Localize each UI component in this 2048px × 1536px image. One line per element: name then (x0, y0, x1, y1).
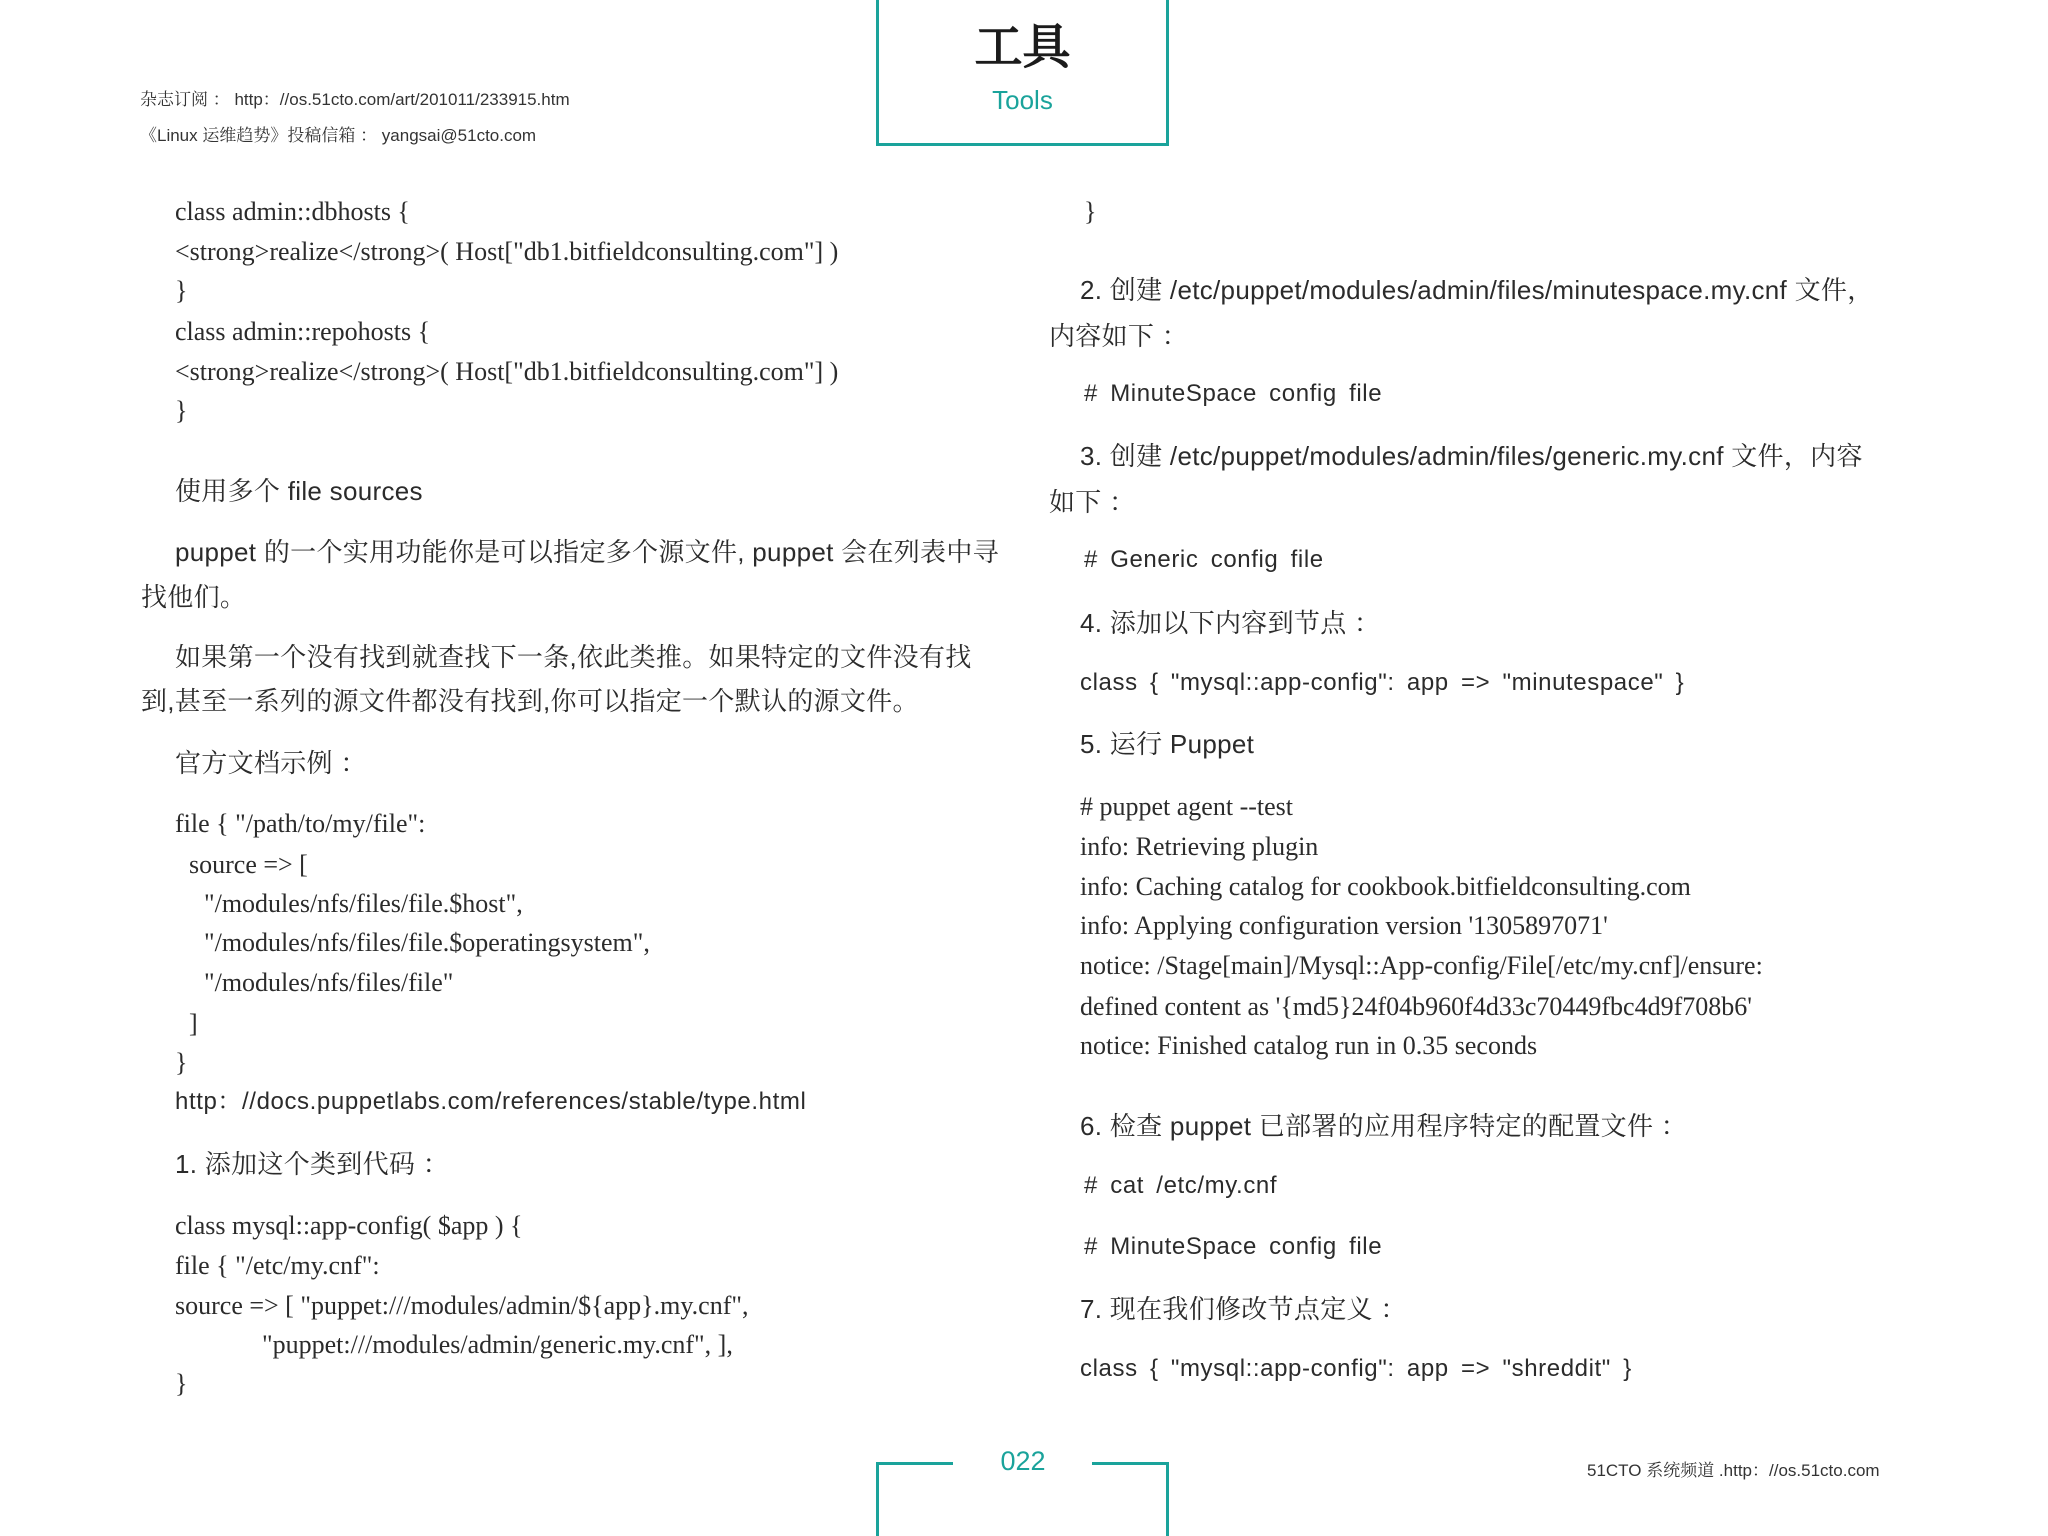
paragraph-line: 如果第一个没有找到就查找下一条,依此类推。如果特定的文件没有找 (175, 642, 972, 672)
code-line: <strong>realize</strong>( Host["db1.bitfieldconsulting.com"] ) (175, 237, 839, 266)
step-heading: 4. 添加以下内容到节点 ： (1080, 608, 1381, 638)
code-line: "/modules/nfs/files/file.$host", (204, 889, 523, 918)
code-line: <strong>realize</strong>( Host["db1.bitfieldconsulting.com"] ) (175, 357, 839, 386)
code-line: } (175, 276, 188, 305)
code-line: "/modules/nfs/files/file" (204, 968, 454, 997)
comment-line: # Generic config file (1084, 546, 1324, 573)
doc-url: http：//docs.puppetlabs.com/references/stable/type.html (175, 1088, 807, 1115)
paragraph-line: puppet 的一个实用功能你是可以指定多个源文件, puppet 会在列表中寻 (175, 537, 999, 567)
comment-line: # MinuteSpace config file (1084, 1233, 1383, 1260)
step-heading: 3. 创建 /etc/puppet/modules/admin/files/generic.my.cnf 文件，内容 (1080, 441, 1863, 471)
code-line: } (1084, 197, 1097, 226)
output-line: # puppet agent --test (1080, 792, 1293, 821)
page-frame-top-left (876, 1462, 953, 1465)
code-line: source => [ "puppet:///modules/admin/${app}.my.cnf", (175, 1291, 749, 1320)
code-line: ] (189, 1009, 198, 1038)
output-line: info: Caching catalog for cookbook.bitfieldconsulting.com (1080, 872, 1691, 901)
doc-example-label: 官方文档示例 ： (175, 748, 367, 778)
code-line: class admin::dbhosts { (175, 197, 410, 226)
code-line: file { "/path/to/my/file": (175, 809, 426, 838)
code-line: file { "/etc/my.cnf": (175, 1251, 380, 1280)
code-line: source => [ (189, 850, 308, 879)
page-frame-right (1166, 1462, 1169, 1536)
code-line: } (175, 396, 188, 425)
output-line: notice: /Stage[main]/Mysql::App-config/File[/etc/my.cnf]/ensure: (1080, 951, 1763, 980)
code-line: class admin::repohosts { (175, 317, 431, 346)
code-line: } (175, 1048, 188, 1077)
step-heading: 5. 运行 Puppet (1080, 729, 1255, 759)
code-line: class mysql::app-config( $app ) { (175, 1211, 523, 1240)
output-line: info: Applying configuration version '1305897071' (1080, 911, 1608, 940)
command-line: # cat /etc/my.cnf (1084, 1172, 1278, 1199)
step-heading: 7. 现在我们修改节点定义 ： (1080, 1294, 1407, 1324)
subscribe-line: 杂志订阅 ： http：//os.51cto.com/art/201011/233915.htm (140, 90, 570, 109)
step-heading: 1. 添加这个类到代码 ： (175, 1149, 450, 1179)
paragraph-line: 找他们。 (141, 582, 247, 612)
footer-site: 51CTO 系统频道 .http：//os.51cto.com (1587, 1461, 1880, 1480)
node-definition-line: class { "mysql::app-config": app => "minutespace" } (1080, 669, 1685, 696)
output-line: info: Retrieving plugin (1080, 832, 1319, 861)
step-heading: 2. 创建 /etc/puppet/modules/admin/files/minutespace.my.cnf 文件， (1080, 275, 1874, 305)
submission-email-line: 《Linux 运维趋势》投稿信箱 ： yangsai@51cto.com (140, 126, 537, 145)
node-definition-line: class { "mysql::app-config": app => "shreddit" } (1080, 1355, 1632, 1382)
page-number: 022 (1000, 1446, 1046, 1476)
page-frame-top-right (1092, 1462, 1169, 1465)
code-line: "/modules/nfs/files/file.$operatingsystem", (204, 928, 650, 957)
page-frame-left (876, 1462, 879, 1536)
step-heading: 内容如下 ： (1049, 321, 1189, 351)
code-line: } (175, 1369, 188, 1398)
step-heading: 如下 ： (1049, 487, 1136, 517)
step-heading: 6. 检查 puppet 已部署的应用程序特定的配置文件 ： (1080, 1111, 1688, 1141)
comment-line: # MinuteSpace config file (1084, 380, 1383, 407)
section-title: 工具 (974, 19, 1071, 75)
right-column (1040, 0, 2000, 1440)
section-subtitle: Tools (992, 85, 1053, 115)
output-line: notice: Finished catalog run in 0.35 seconds (1080, 1031, 1538, 1060)
paragraph-line: 到,甚至一系列的源文件都没有找到,你可以指定一个默认的源文件。 (141, 686, 919, 716)
subsection-heading: 使用多个 file sources (175, 476, 423, 506)
code-line: "puppet:///modules/admin/generic.my.cnf", ], (262, 1330, 733, 1359)
left-column (120, 0, 1020, 1440)
output-line: defined content as '{md5}24f04b960f4d33c70449fbc4d9f708b6' (1080, 992, 1752, 1021)
